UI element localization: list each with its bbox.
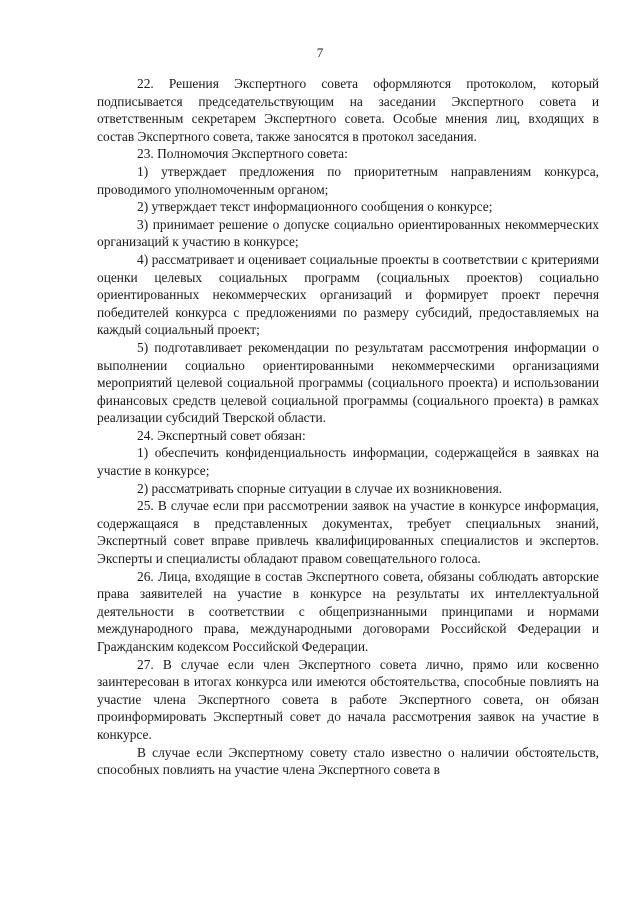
paragraph-23-item-2: 2) утверждает текст информационного сообщения о конкурсе; [137,199,493,215]
paragraph-23-heading: 23. Полномочия Экспертного совета: [137,146,348,162]
document-body [97,75,599,779]
paragraph-23-item-3: 3) принимает решение о допуске социально ориентированных некоммерческих организаций к участию в конкурсе; [97,216,599,250]
paragraph-26: 26. Лица, входящие в состав Экспертного совета, обязаны соблюдать авторские права заявителей на участие в конкурсе на результаты их интеллектуальной деятельности в соответствии с общепризнанными принципами и нормами международного права, международными договорами Российской Федерации и Гражданским кодексом Российской Федерации. [97,568,599,654]
paragraph-27-continued: В случае если Экспертному совету стало известно о наличии обстоятельств, способных повлиять на участие члена Экспертного совета в [97,744,599,778]
paragraph-22: 22. Решения Экспертного совета оформляются протоколом, который подписывается председательствующим на заседании Экспертного совета и ответственным секретарем Экспертного совета. Особые мнения лиц, входящих в состав Экспертного совета, также заносятся в протокол заседания. [97,76,599,144]
paragraph-23-item-4: 4) рассматривает и оценивает социальные проекты в соответствии с критериями оценки целевых социальных программ (социальных проектов) социально ориентированных некоммерческих организаций и формирует проект перечня победителей конкурса с предложениями по размеру субсидий, предоставляемых на каждый социальный проект; [97,251,599,338]
paragraph-23-item-5: 5) подготавливает рекомендации по результатам рассмотрения информации о выполнении социально ориентированными некоммерческими организациями мероприятий целевой социальной программы (социального проекта) и использовании финансовых средств целевой социальной программы (социального проекта) в рамках реализации субсидий Тверской области. [97,339,599,426]
paragraph-24-item-2: 2) рассматривать спорные ситуации в случае их возникновения. [137,480,503,496]
paragraph-23-item-1: 1) утверждает предложения по приоритетным направлениям конкурса, проводимого уполномоченным органом; [97,163,599,197]
page-number: 7 [316,45,324,60]
paragraph-25: 25. В случае если при рассмотрении заявок на участие в конкурсе информация, содержащаяся в представленных документах, требует специальных знаний, Экспертный совет вправе привлечь квалифицированных специалистов и экспертов. Эксперты и специалисты обладают правом совещательного голоса. [97,498,599,567]
paragraph-24-heading: 24. Экспертный совет обязан: [137,427,306,443]
paragraph-27: 27. В случае если член Экспертного совета лично, прямо или косвенно заинтересован в итогах конкурса или имеются обстоятельства, способные повлиять на участие члена Экспертного совета в работе Экспертного совета, он обязан проинформировать Экспертный совет до начала рассмотрения заявок на участие в конкурсе. [97,656,599,742]
paragraph-24-item-1: 1) обеспечить конфиденциальность информации, содержащейся в заявках на участие в конкурсе; [97,445,599,479]
